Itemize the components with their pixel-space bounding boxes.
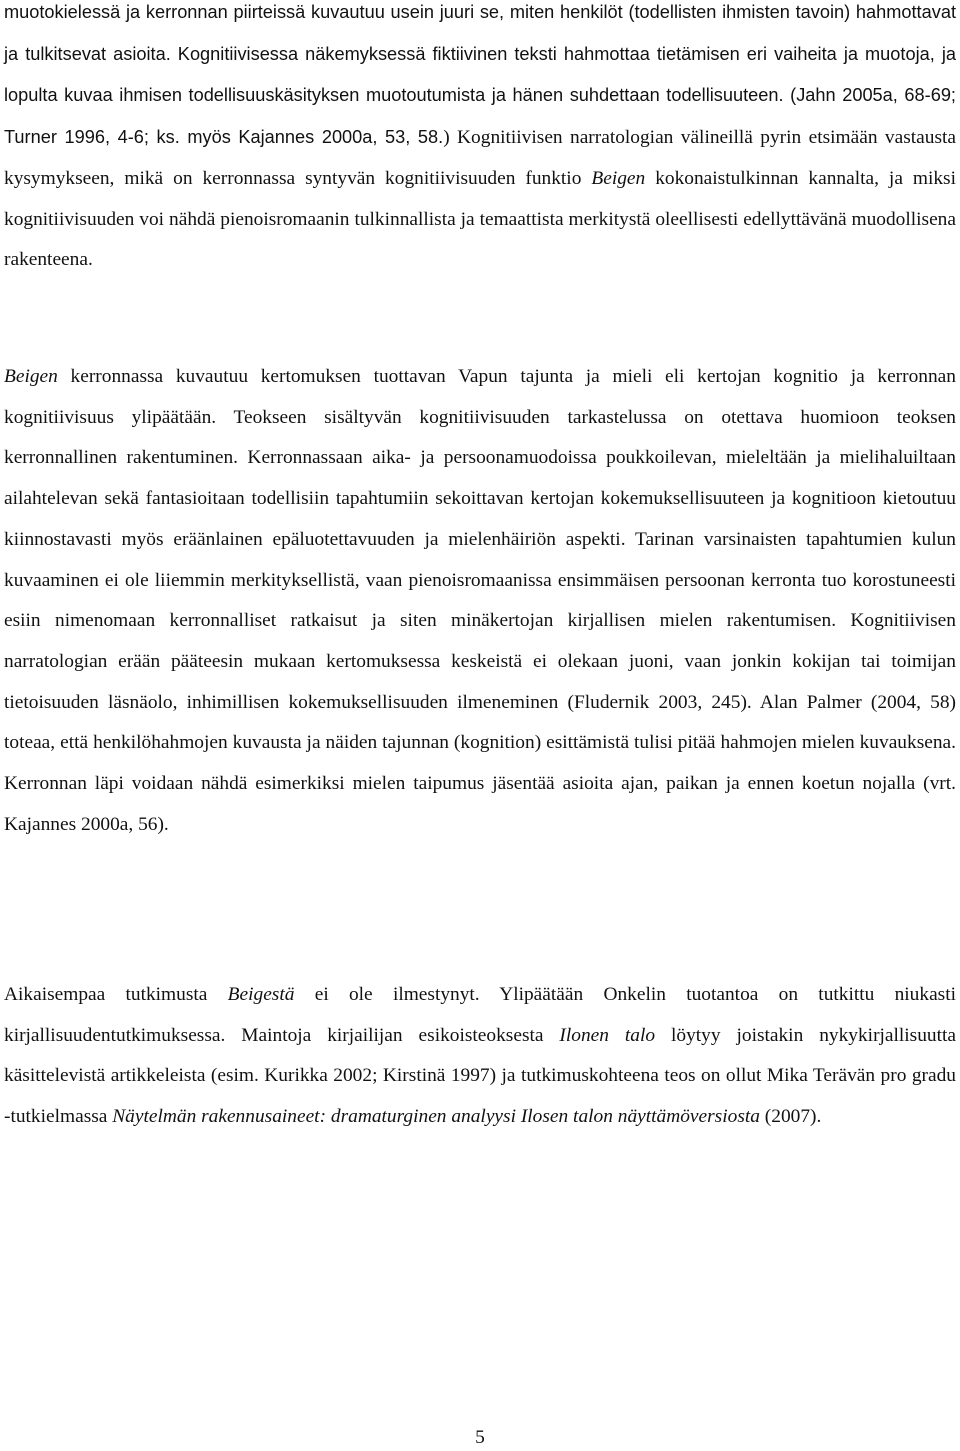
body-paragraph-1 bbox=[4, 0, 956, 281]
paragraph-3-text-end: (2007). bbox=[759, 1106, 822, 1128]
body-paragraph-3 bbox=[4, 975, 956, 1138]
italic-title-ilonen-talo: Ilonen talo bbox=[559, 1024, 656, 1046]
page-number: 5 bbox=[475, 1427, 485, 1448]
italic-title-thesis: Näytelmän rakennusaineet: dramaturginen analyysi Ilosen talon näyttämöversiosta bbox=[112, 1106, 760, 1128]
paragraph-1-text-sans: muotokielessä ja kerronnan piirteissä kuvautuu usein juuri se, miten henkilöt (todellisten ihmisten tavoin) hahmottavat ja tulkitsevat asioita. Kognitiivisessa näkemyksessä fiktiivinen teksti hahmottaa tietämisen eri vaiheita ja muotoja, ja lopulta kuvaa ihmisen todellisuuskäsityksen muotoutumista ja hänen suhdettaan todellisuuteen. (Jahn 2005a, 68-69; Turner 1996, 4-6; ks. myös Kajannes 2000a, 53, 58. bbox=[4, 2, 956, 148]
body-paragraph-2 bbox=[4, 357, 956, 845]
paragraph-3-text: Aikaisempaa tutkimusta bbox=[4, 984, 228, 1005]
paragraph-2-text: kerronnassa kuvautuu kertomuksen tuottavan Vapun tajunta ja mieli eli kertojan kognitio ja kerronnan kognitiivisuus ylipäätään. Teokseen sisältyvän kognitiivisuuden tarkastelussa on otettava huomioon teoksen kerronnallinen rakentuminen. Kerronnassaan aika- ja persoonamuodoissa poukkoilevan, mieleltään ja mielihaluiltaan ailahtelevan sekä fantasioitaan todellisiin tapahtumiin sekoittavan kertojan kokemuksellisuuteen ja kognitioon kietoutuu kiinnostavasti myös eräänlainen epäluotettavuuden ja mielenhäiriön aspekti. Tarinan varsinaisten tapahtumien kulun kuvaaminen ei ole liiemmin merkityksellistä, vaan pienoisromaanissa ensimmäisen persoonan kerronta tuo korostuneesti esiin nimenomaan kerronnalliset ratkaisut ja siten minäkertojan kirjallisen mielen rakentumisen. Kognitiivisen narratologian erään pääteesin mukaan kertomuksessa keskeistä ei olekaan juoni, vaan jonkin kokijan tai toimijan tietoisuuden läsnäolo, inhimillisen kokemuksellisuuden ilmeneminen (Fludernik 2003, 245). Alan Palmer (2004, 58) toteaa, että henkilöhahmojen kuvausta ja näiden tajunnan (kognition) esittämistä tulisi pitää hahmojen mielen kuvauksena. Kerronnan läpi voidaan nähdä esimerkiksi mielen taipumus jäsentää asioita ajan, paikan ja ennen koetun nojalla (vrt. Kajannes 2000a, 56). bbox=[4, 366, 956, 835]
italic-title-beigen: Beigen bbox=[591, 167, 646, 189]
paragraph-1-text-end: kokonaistulkinnan kannalta, ja miksi kognitiivisuuden voi nähdä pienoisromaanin tulkinnallista ja temaattista merkitystä oleellisesti edellyttävänä muodollisena rakenteena. bbox=[4, 167, 956, 271]
paragraph-1-text: ) Kognitiivisen narratologian välineillä pyrin etsimään vastausta kysymykseen, mikä on kerronnassa syntyvän kognitiivisuuden funktio bbox=[4, 127, 956, 189]
paragraph-3-text: löytyy joistakin nykykirjallisuutta käsittelevistä artikkeleista (esim. Kurikka 2002; Kirstinä 1997) ja tutkimuskohteena teos on ollut Mika Terävän pro gradu -tutkielmassa bbox=[4, 1024, 956, 1128]
italic-title-beigen: Beigen bbox=[4, 366, 58, 387]
paragraph-3-text: ei ole ilmestynyt. Ylipäätään Onkelin tuotantoa on tutkittu niukasti kirjallisuudentutkimuksessa. Maintoja kirjailijan esikoisteoksesta bbox=[4, 984, 957, 1046]
italic-title-beigesta: Beigestä bbox=[227, 984, 295, 1005]
